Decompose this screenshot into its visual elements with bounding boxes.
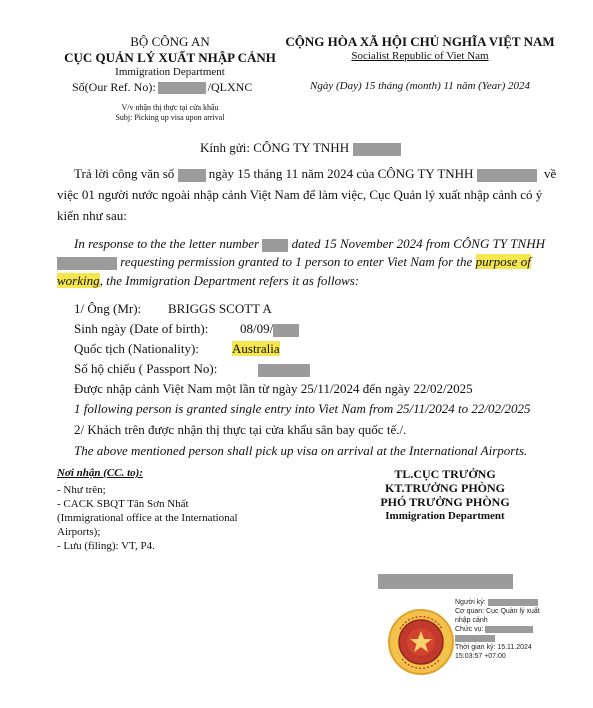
- pickup-vi: 2/ Khách trên được nhận thị thực tại cửa khẩu sân bay quốc tế./.: [74, 422, 407, 437]
- dob-row: [74, 321, 299, 337]
- dob-value: 08/09/: [240, 321, 274, 336]
- name-value: BRIGGS SCOTT A: [168, 301, 272, 316]
- country-title: CỘNG HÒA XÃ HỘI CHỦ NGHĨA VIỆT NAM: [285, 34, 555, 49]
- nationality-label: Quốc tịch (Nationality):: [74, 341, 199, 356]
- seal-icon: [388, 601, 454, 683]
- body-vi-line2: việc 01 người nước ngoài nhập cảnh Việt Nam để làm việc, Cục Quản lý xuất nhập cảnh có ý: [57, 187, 543, 202]
- redaction-box: [262, 239, 288, 252]
- body-vi-line1: [74, 166, 556, 182]
- signer-name-redaction: [378, 574, 513, 589]
- redaction-box: [488, 599, 538, 606]
- signatory-line3: PHÓ TRƯỞNG PHÒNG: [380, 495, 510, 509]
- country-title-en: Socialist Republic of Viet Nam: [351, 50, 489, 62]
- redaction-box: [178, 169, 206, 182]
- body-en-line3: [57, 273, 359, 289]
- body-vi-line3: kiến như sau:: [57, 208, 127, 223]
- sig-time-2: 15:03:57 +07:00: [455, 653, 506, 660]
- body-en-line1: [74, 236, 545, 252]
- nationality-row: [74, 341, 280, 357]
- recipient-item: Airports);: [57, 526, 101, 538]
- salutation-text: Kính gửi: CÔNG TY TNHH: [200, 140, 350, 155]
- body-text: In response to the the letter number: [74, 236, 260, 251]
- passport-row: [74, 361, 310, 377]
- body-text: ngày 15 tháng 11 năm 2024 của CÔNG TY TNHH: [208, 166, 474, 181]
- redaction-box: [57, 257, 117, 270]
- official-seal: [388, 601, 454, 683]
- recipient-item: - Như trên;: [57, 484, 106, 496]
- recipient-item: (Immigrational office at the International: [57, 512, 238, 524]
- sig-agency-2: nhập cảnh: [455, 617, 488, 624]
- sig-agency: Cơ quan: Cục Quản lý xuất: [455, 608, 540, 615]
- digital-signature-box: [455, 598, 540, 661]
- redaction-box: [273, 324, 299, 337]
- dob-label: Sinh ngày (Date of birth):: [74, 321, 209, 336]
- signatory-line4: Immigration Department: [385, 510, 505, 522]
- signatory-line2: KT.TRƯỞNG PHÒNG: [385, 481, 505, 495]
- ministry-name: BỘ CÔNG AN: [130, 34, 210, 49]
- body-text: dated 15 November 2024 from CÔNG TY TNHH: [291, 236, 545, 251]
- redaction-box: [353, 143, 401, 156]
- ref-suffix: /QLXNC: [207, 80, 253, 94]
- sig-signer-label: Người ký:: [455, 599, 486, 606]
- body-text: Trả lời công văn số: [74, 166, 175, 181]
- redaction-box: [258, 364, 310, 377]
- reference-number: [72, 80, 252, 95]
- subject-vi: V/v nhận thị thực tại cửa khẩu: [121, 103, 219, 112]
- salutation: [200, 140, 401, 156]
- person-name-row: [74, 301, 272, 317]
- highlight-purpose: purpose of: [475, 254, 531, 269]
- sig-signer-row: [455, 598, 540, 607]
- ref-prefix: Số(Our Ref. No):: [72, 80, 156, 94]
- sig-time: Thời gian ký: 15.11.2024: [455, 644, 532, 651]
- department-name: CỤC QUẢN LÝ XUẤT NHẬP CẢNH: [64, 50, 276, 65]
- recipient-item: - Lưu (filing): VT, P4.: [57, 540, 155, 552]
- entry-en: 1 following person is granted single entry into Viet Nam from 25/11/2024 to 22/02/2025: [74, 401, 531, 416]
- sig-position-extra: [455, 634, 540, 643]
- body-text: về: [543, 166, 557, 181]
- redaction-box: [477, 169, 537, 182]
- recipient-item: - CACK SBQT Tân Sơn Nhất: [57, 498, 189, 510]
- recipients-title: Nơi nhận (CC. to):: [57, 467, 143, 479]
- signatory-line1: TL.CỤC TRƯỞNG: [394, 467, 496, 481]
- passport-label: Số hộ chiếu ( Passport No):: [74, 361, 218, 376]
- body-text: , the Immigration Department refers it as follows:: [99, 273, 360, 288]
- pickup-en: The above mentioned person shall pick up visa on arrival at the International Airports.: [74, 443, 528, 458]
- department-name-en: Immigration Department: [115, 66, 225, 78]
- redaction-box: [158, 82, 206, 94]
- nationality-value: Australia: [232, 341, 280, 356]
- name-label: 1/ Ông (Mr):: [74, 301, 142, 316]
- sig-position-row: [455, 625, 540, 634]
- body-text: requesting permission granted to 1 person to enter Viet Nam for the: [120, 254, 473, 269]
- body-en-line2: [57, 254, 531, 270]
- sig-position-label: Chức vụ:: [455, 626, 484, 633]
- redaction-box: [485, 626, 533, 633]
- letter-date: Ngày (Day) 15 tháng (month) 11 năm (Year) 2024: [310, 80, 530, 92]
- highlight-working: working: [57, 273, 100, 288]
- redaction-box: [455, 635, 495, 642]
- subject-en: Subj: Picking up visa upon arrival: [115, 113, 225, 122]
- entry-vi: Được nhập cảnh Việt Nam một lần từ ngày 25/11/2024 đến ngày 22/02/2025: [74, 381, 473, 396]
